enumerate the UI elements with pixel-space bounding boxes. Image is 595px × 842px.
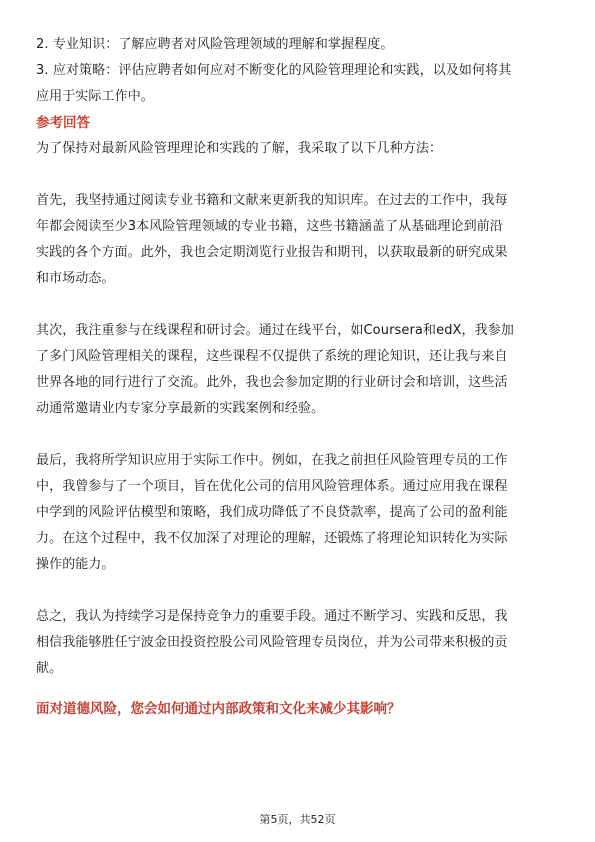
paragraph-line: 献。 [36,661,63,676]
paragraph-line: 中学到的风险评估模型和策略，我们成功降低了不良贷款率，提高了公司的盈利能 [36,505,508,520]
paragraph-gap [36,578,559,604]
paragraph-courses [36,318,559,422]
paragraph-line: 最后，我将所学知识应用于实际工作中。例如，在我之前担任风险管理专员的工作 [36,453,508,468]
paragraph-gap [36,422,559,448]
paragraph-line: 总之，我认为持续学习是保持竞争力的重要手段。通过不断学习、实践和反思，我 [36,609,508,624]
paragraph-gap [36,682,559,696]
paragraph-line: 力。在这个过程中，我不仅加深了对理论的理解，还锻炼了将理论知识转化为实际 [36,531,508,546]
page-footer: 第5页，共52页 [259,813,336,826]
paragraph-line: 首先，我坚持通过阅读专业书籍和文献来更新我的知识库。在过去的工作中，我每 [36,193,508,208]
paragraph-line: 动通常邀请业内专家分享最新的实践案例和经验。 [36,401,325,416]
paragraph-line: 其次，我注重参与在线课程和研讨会。通过在线平台，如Coursera和edX，我参加 [36,323,514,338]
paragraph-reading [36,188,559,292]
reference-answer-heading: 参考回答 [36,115,90,131]
paragraph-gap [36,292,559,318]
paragraph-line: 操作的能力。 [36,557,115,572]
list-item-knowledge: 2. 专业知识：了解应聘者对风险管理领域的理解和掌握程度。 [36,37,394,52]
paragraph-line: 世界各地的同行进行了交流。此外，我也会参加定期的行业研讨会和培训，这些活 [36,375,508,390]
paragraph-line: 年都会阅读至少3本风险管理领域的专业书籍，这些书籍涵盖了从基础理论到前沿 [36,219,503,234]
paragraph-line: 中，我曾参与了一个项目，旨在优化公司的信用风险管理体系。通过应用我在课程 [36,479,508,494]
paragraph-line: 实践的各个方面。此外，我也会定期浏览行业报告和期刊，以获取最新的研究成果 [36,245,508,260]
paragraph-line: 了多门风险管理相关的课程，这些课程不仅提供了系统的理论知识，还让我与来自 [36,349,508,364]
next-question-heading: 面对道德风险，您会如何通过内部政策和文化来减少其影响？ [36,701,401,717]
paragraph-gap [36,162,559,188]
list-item-strategy: 3. 应对策略：评估应聘者如何应对不断变化的风险管理理论和实践，以及如何将其 [36,63,512,78]
document-page [36,32,559,722]
answer-intro: 为了保持对最新风险管理理论和实践的了解，我采取了以下几种方法： [36,141,443,156]
paragraph-line: 和市场动态。 [36,271,115,286]
paragraph-application [36,448,559,578]
paragraph-line: 相信我能够胜任宁波金田投资控股公司风险管理专员岗位，并为公司带来积极的贡 [36,635,508,650]
paragraph-conclusion [36,604,559,682]
list-item-strategy-cont: 应用于实际工作中。 [36,89,154,104]
